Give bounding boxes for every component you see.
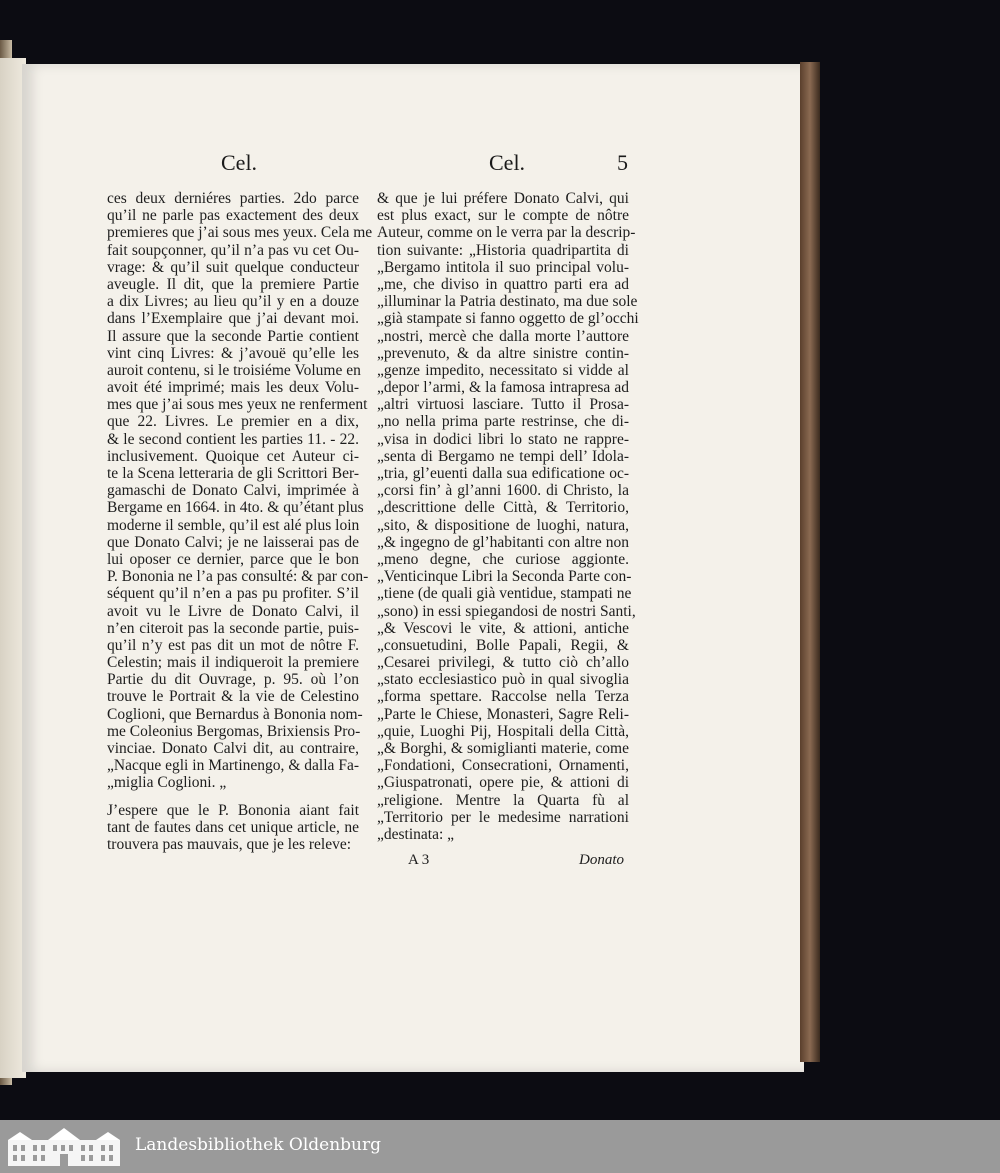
text-line: „no nella prima parte restrinse, che di- bbox=[377, 413, 629, 431]
text-line: tant de fautes dans cet unique article, ne bbox=[107, 818, 359, 836]
text-line: trouvera pas mauvais, que je les releve: bbox=[107, 835, 352, 853]
text-line: vint cinq Livres: & j’avouë qu’elle les bbox=[107, 344, 359, 362]
text-line: „stato ecclesiastico può in qual sivoglia bbox=[377, 671, 629, 689]
text-line: que Donato Calvi; je ne laisserai pas de bbox=[107, 533, 359, 551]
text-line: avoit vu le Livre de Donato Calvi, il bbox=[107, 602, 359, 620]
text-line: que 22. Livres. Le premier en a dix, bbox=[107, 413, 359, 431]
text-line: „consuetudini, Bolle Papali, Regii, & bbox=[377, 636, 629, 654]
running-head-center: Cel. bbox=[489, 150, 526, 175]
book-cover-edge bbox=[800, 62, 820, 1062]
signature-mark: A 3 bbox=[408, 852, 430, 868]
text-line: „Giuspatronati, opere pie, & attioni di bbox=[377, 774, 629, 792]
text-line: premieres que j’ai sous mes yeux. Cela me bbox=[107, 224, 373, 242]
text-line: vinciae. Donato Calvi dit, au contraire, bbox=[107, 740, 359, 757]
text-line: dans l’Exemplaire que j’ai devant moi. bbox=[107, 310, 359, 328]
text-line: inclusivement. Quoique cet Auteur ci- bbox=[107, 447, 359, 465]
catchword: Donato bbox=[579, 852, 624, 868]
text-line: „sito, & dispositione de luoghi, natura, bbox=[377, 516, 629, 534]
text-line: „& Borghi, & somiglianti materie, come bbox=[377, 740, 629, 757]
text-line: Bergame en 1664. in 4to. & qu’étant plus bbox=[107, 499, 364, 517]
text-line: séquent qu’il n’en a pas pu profiter. S’il bbox=[107, 585, 359, 603]
text-line: „visa in dodici libri lo stato ne rappre- bbox=[377, 430, 629, 448]
text-line: „già stampate si fanno oggetto de gl’occhi bbox=[377, 310, 639, 328]
left-text-column bbox=[107, 190, 373, 853]
text-line: „destinata: „ bbox=[377, 825, 455, 843]
text-line: auroit contenu, si le troisiéme Volume en bbox=[107, 361, 361, 379]
text-line: mes que j’ai sous mes yeux ne renferment bbox=[107, 396, 368, 414]
text-line: „forma spettare. Raccolse nella Terza bbox=[377, 688, 629, 706]
text-line: aveugle. Il dit, que la premiere Partie bbox=[107, 275, 359, 293]
paragraph-gap bbox=[107, 792, 359, 802]
text-line: trouve le Portrait & la vie de Celestino bbox=[107, 688, 359, 706]
text-line: J’espere que le P. Bononia aiant fait bbox=[107, 801, 359, 819]
right-text-column bbox=[377, 190, 639, 843]
text-line: Auteur, comme on le verra par la descrip- bbox=[377, 224, 636, 242]
text-line: „corsi fin’ à gl’anni 1600. di Christo, la bbox=[377, 482, 629, 500]
text-line: „Fondationi, Consecrationi, Ornamenti, bbox=[377, 757, 629, 775]
text-line: qu’il n’y est pas dit un mot de nôtre F. bbox=[107, 636, 359, 654]
text-line: gamaschi de Donato Calvi, imprimée à bbox=[107, 482, 359, 500]
text-line: „senta di Bergamo ne tempi dell’ Idola- bbox=[377, 447, 629, 465]
text-line: moderne il semble, qu’il est alé plus loin bbox=[107, 516, 360, 534]
text-line: & que je lui préfere Donato Calvi, qui bbox=[377, 190, 629, 207]
text-line: fait soupçonner, qu’il n’a pas vu cet Ou- bbox=[107, 241, 359, 259]
text-line: „genze impedito, necessitato si vidde al bbox=[377, 361, 629, 379]
text-line: Il assure que la seconde Partie contient bbox=[107, 327, 359, 345]
text-line: „Parte le Chiese, Monasteri, Sagre Reli- bbox=[377, 705, 629, 723]
text-line: vrage: & qu’il suit quelque conducteur bbox=[107, 258, 359, 276]
text-line: „nostri, mercè che dalla morte l’auttore bbox=[377, 327, 629, 345]
library-name: Landesbibliothek Oldenburg bbox=[135, 1135, 382, 1155]
text-line: „meno degne, che curiose aggionte. bbox=[377, 550, 629, 568]
text-line: qu’il ne parle pas exactement des deux bbox=[107, 207, 359, 225]
text-line: te la Scena letteraria de gli Scrittori Ber- bbox=[107, 465, 359, 482]
text-line: „descrittione delle Città, & Territorio, bbox=[377, 499, 629, 517]
text-line: „religione. Mentre la Quarta fù al bbox=[377, 791, 629, 809]
text-line: „altri virtuosi lasciare. Tutto il Prosa- bbox=[377, 396, 629, 414]
text-line: Coglioni, que Bernardus à Bononia nom- bbox=[107, 705, 363, 723]
text-line: avoit été imprimé; mais les deux Volu- bbox=[107, 379, 359, 397]
text-line: & le second contient les parties 11. - 22. bbox=[107, 430, 359, 448]
text-line: „Cesarei privilegi, & tutto ciò ch’allo bbox=[377, 654, 629, 672]
text-line: Celestin; mais il indiqueroit la premiere bbox=[107, 654, 359, 672]
text-line: P. Bononia ne l’a pas consulté: & par con- bbox=[107, 568, 369, 586]
text-line: „tria, gl’euenti dalla sua edificatione oc- bbox=[377, 465, 629, 482]
text-line: „me, che diviso in quattro parti era ad bbox=[377, 275, 629, 293]
text-line: „& ingegno de gl’habitanti con altre non bbox=[377, 533, 629, 551]
text-line: lui oposer ce dernier, parce que le bon bbox=[107, 550, 359, 568]
text-line: „Nacque egli in Martinengo, & dalla Fa- bbox=[107, 757, 359, 775]
text-line: „Venticinque Libri la Seconda Parte con- bbox=[377, 568, 632, 586]
page-number: 5 bbox=[617, 150, 628, 175]
text-line: „& Vescovi le vite, & attioni, antiche bbox=[377, 619, 629, 637]
text-line: „quie, Luoghi Pij, Hospitali della Città, bbox=[377, 722, 629, 740]
text-line: ces deux derniéres parties. 2do parce bbox=[107, 190, 359, 207]
text-line: „illuminar la Patria destinato, ma due sole bbox=[377, 293, 638, 311]
library-banner bbox=[0, 1120, 1000, 1173]
text-line: n’en citeroit pas la seconde partie, puis- bbox=[107, 619, 359, 637]
text-line: „sono) in essi spiegandosi de nostri Santi, bbox=[377, 602, 636, 620]
text-line: „tiene (de quali già ventidue, stampati ne bbox=[377, 585, 632, 603]
text-line: „Territorio per le medesime narrationi bbox=[377, 808, 629, 826]
text-line: „miglia Coglioni. „ bbox=[107, 774, 227, 792]
text-line: „depor l’armi, & la famosa intrapresa ad bbox=[377, 379, 629, 397]
text-line: est plus exact, sur le compte de nôtre bbox=[377, 207, 629, 225]
text-line: „prevenuto, & da altre sinistre contin- bbox=[377, 344, 629, 362]
text-line: „Bergamo intitola il suo principal volu- bbox=[377, 258, 629, 276]
running-head-left: Cel. bbox=[221, 150, 258, 175]
text-line: me Coleonius Bergomas, Brixiensis Pro- bbox=[107, 722, 361, 740]
library-building-icon bbox=[8, 1126, 120, 1166]
text-line: a dix Livres; au lieu qu’il y en a douze bbox=[107, 293, 359, 311]
text-line: Partie du dit Ouvrage, p. 95. où l’on bbox=[107, 671, 359, 689]
text-line: tion suivante: „Historia quadripartita di bbox=[377, 241, 629, 259]
